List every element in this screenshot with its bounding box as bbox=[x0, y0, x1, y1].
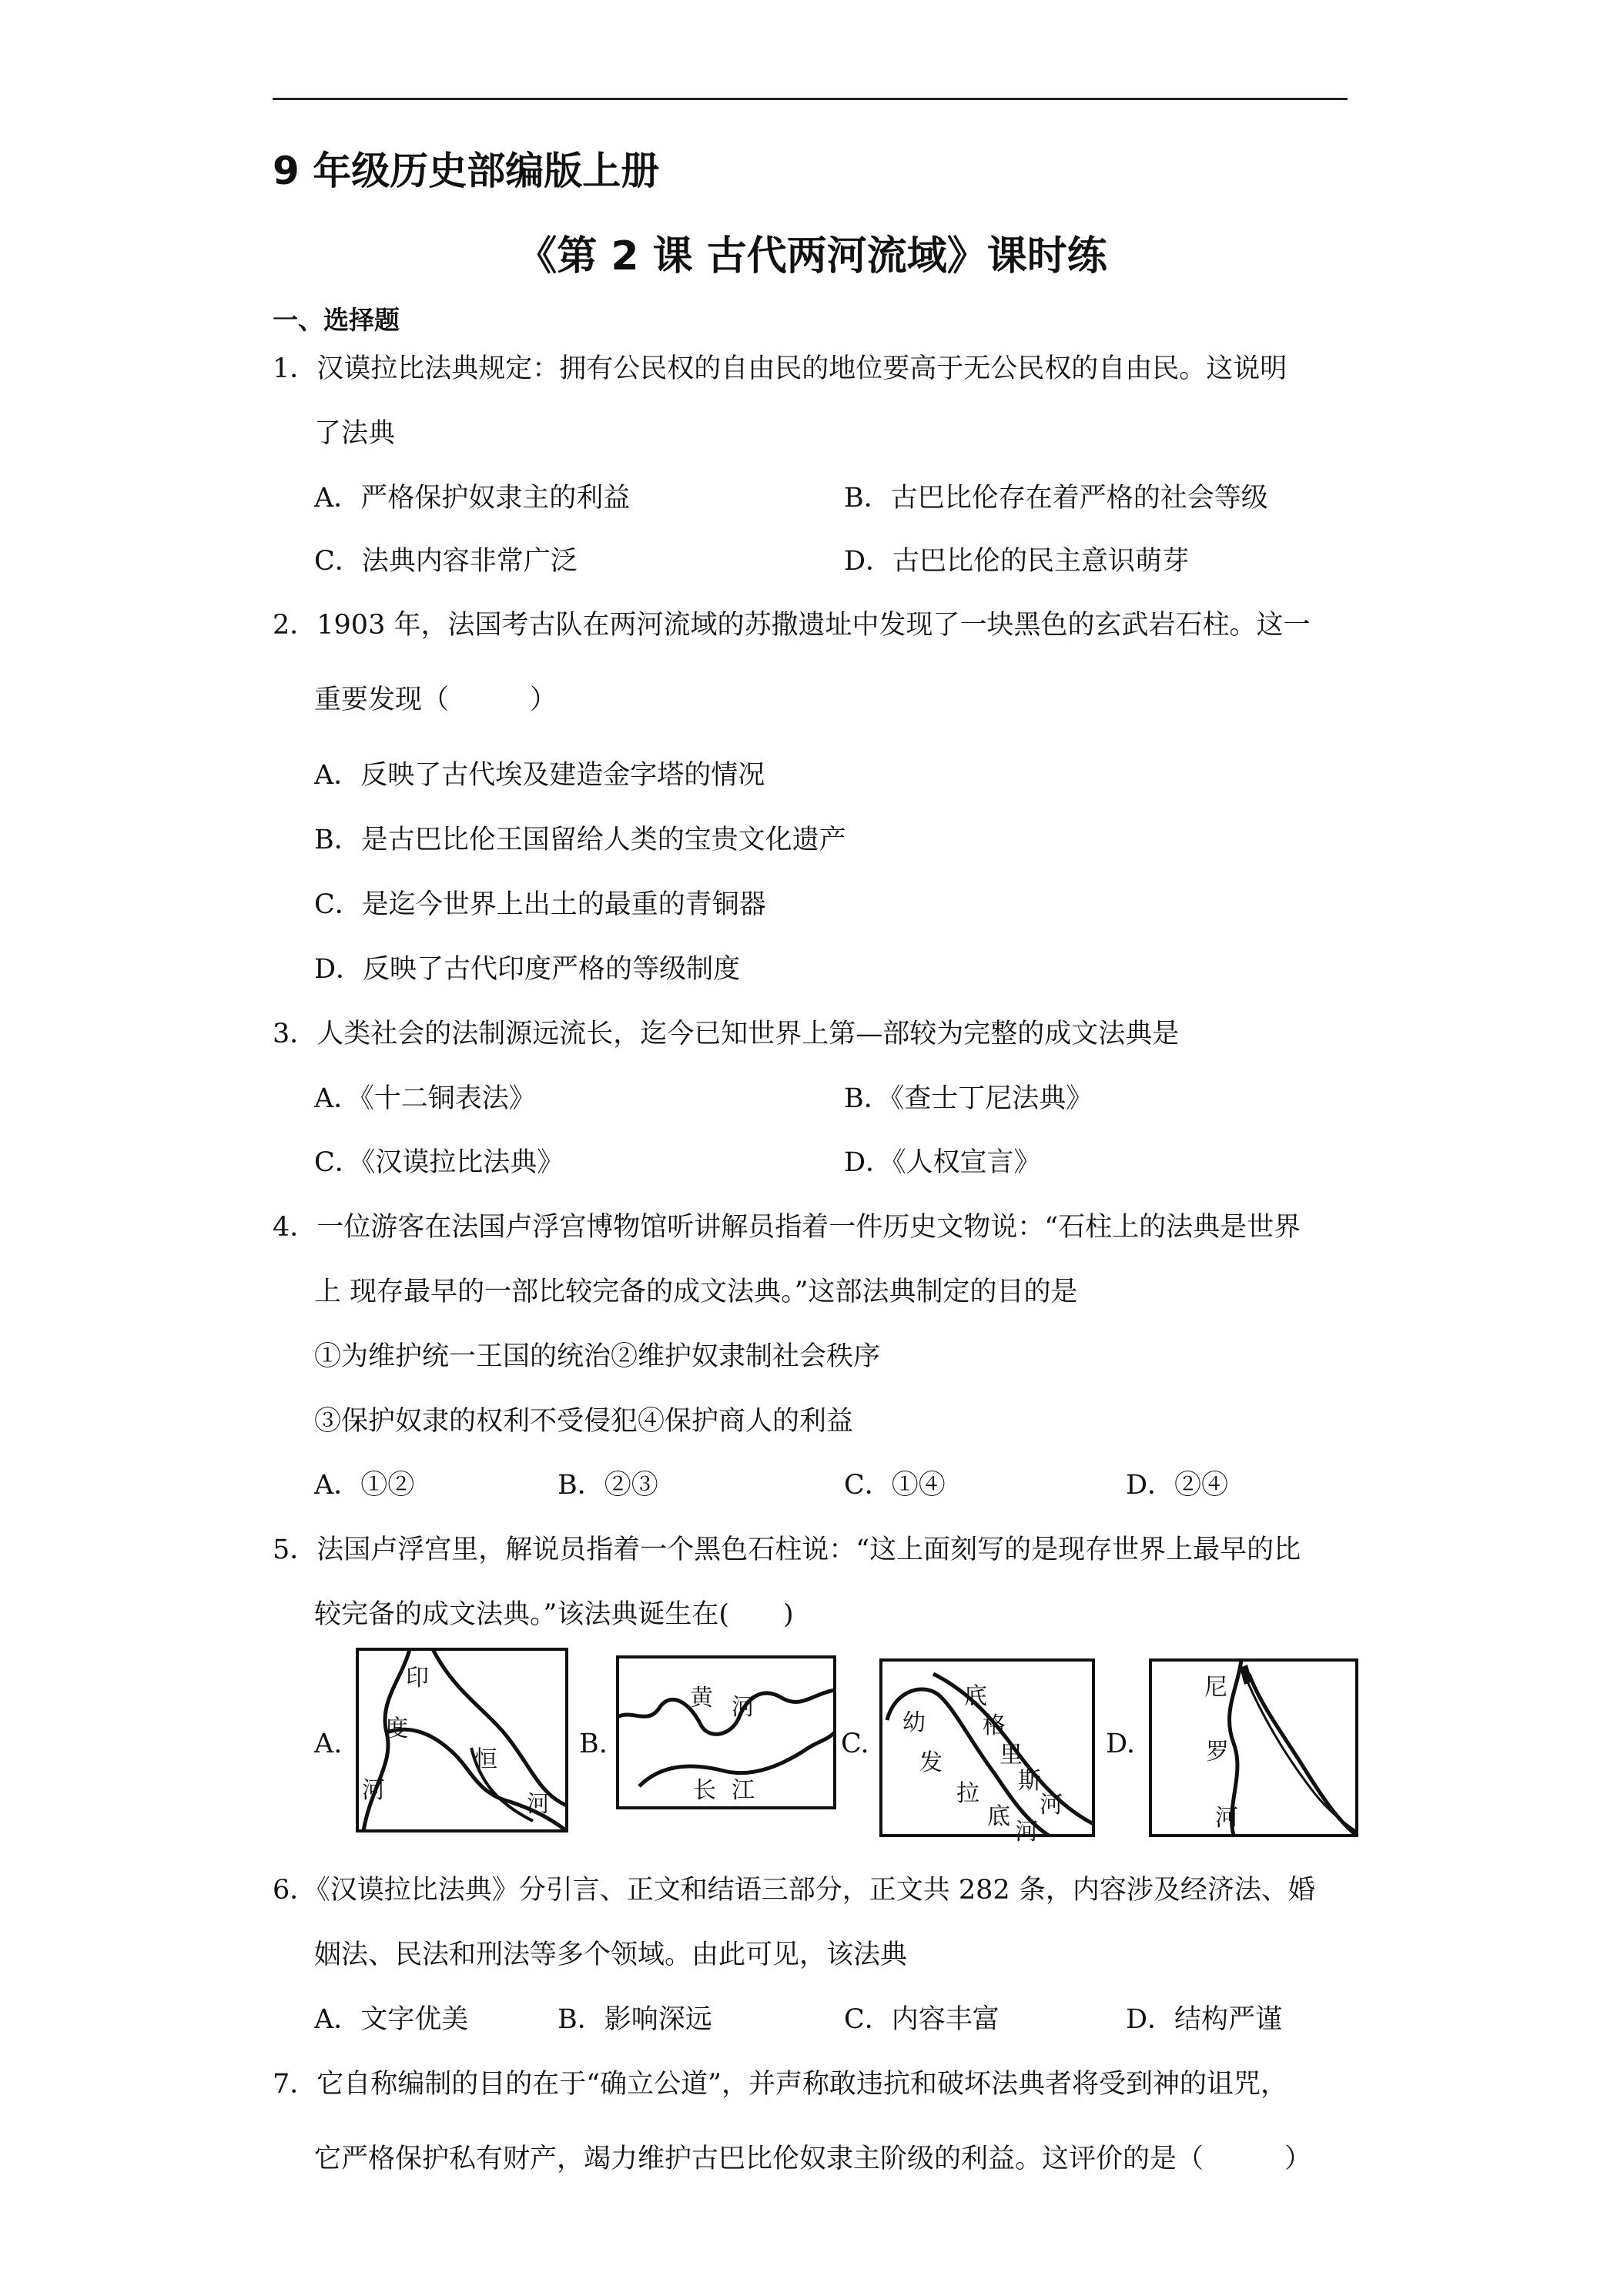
question-6-option-c[interactable]: C．内容丰富 bbox=[844, 2004, 1000, 2035]
question-4-option-b[interactable]: B．②③ bbox=[558, 1470, 658, 1501]
question-6-option-d[interactable]: D．结构严谨 bbox=[1126, 2004, 1283, 2035]
question-5-stem-cont: 较完备的成文法典。”该法典诞生在( ) bbox=[314, 1599, 794, 1630]
question-3-option-d[interactable]: D．《人权宣言》 bbox=[844, 1147, 1041, 1178]
question-5-option-c[interactable]: C. bbox=[841, 1729, 869, 1759]
map-indus-ganges[interactable] bbox=[356, 1648, 568, 1832]
question-4-statement-1: ①为维护统一王国的统治②维护奴隶制社会秩序 bbox=[314, 1341, 881, 1372]
question-4-option-c[interactable]: C．①④ bbox=[844, 1470, 946, 1501]
question-3-stem: 3．人类社会的法制源远流长，迄今已知世界上第—部较为完整的成文法典是 bbox=[273, 1019, 1180, 1049]
map-c-label: 斯 bbox=[1018, 1768, 1041, 1795]
map-c-label: 河 bbox=[1040, 1792, 1063, 1819]
question-2-stem: 2．1903 年，法国考古队在两河流域的苏撒遗址中发现了一块黑色的玄武岩石柱。这一 bbox=[273, 610, 1311, 641]
page-header-title: 9 年级历史部编版上册 bbox=[273, 149, 660, 193]
question-4-statement-2: ③保护奴隶的权利不受侵犯④保护商人的利益 bbox=[314, 1406, 854, 1437]
map-a-label: 印 bbox=[406, 1665, 429, 1692]
map-b-label: 江 bbox=[732, 1777, 755, 1804]
map-b-label: 河 bbox=[732, 1694, 755, 1721]
map-c-label: 格 bbox=[983, 1712, 1006, 1739]
map-c-label: 发 bbox=[919, 1749, 943, 1776]
map-d-label: 罗 bbox=[1206, 1739, 1229, 1766]
map-c-label: 底 bbox=[987, 1803, 1010, 1830]
question-5-option-a[interactable]: A. bbox=[314, 1729, 343, 1759]
map-d-graphic bbox=[1149, 1658, 1358, 1837]
map-c-label: 拉 bbox=[956, 1780, 979, 1807]
question-2-option-a[interactable]: A．反映了古代埃及建造金字塔的情况 bbox=[314, 760, 765, 791]
question-3-option-a[interactable]: A．《十二铜表法》 bbox=[314, 1083, 536, 1114]
map-a-label: 河 bbox=[362, 1777, 385, 1804]
map-d-label: 尼 bbox=[1204, 1674, 1227, 1701]
question-4-option-a[interactable]: A．①② bbox=[314, 1470, 415, 1501]
question-4-stem: 4．一位游客在法国卢浮宫博物馆听讲解员指着一件历史文物说：“石柱上的法典是世界 bbox=[273, 1212, 1301, 1243]
question-1-stem-cont: 了法典 bbox=[314, 418, 396, 449]
question-6-option-a[interactable]: A．文字优美 bbox=[314, 2004, 469, 2035]
map-yellow-yangtze[interactable] bbox=[616, 1655, 836, 1809]
map-b-graphic bbox=[616, 1655, 836, 1809]
map-d-label: 河 bbox=[1215, 1805, 1238, 1832]
question-4-option-d[interactable]: D．②④ bbox=[1126, 1470, 1229, 1501]
question-4-stem-cont: 上 现存最早的一部比较完备的成文法典。”这部法典制定的目的是 bbox=[314, 1277, 1078, 1307]
map-c-label: 河 bbox=[1015, 1819, 1038, 1846]
question-6-stem: 6．《汉谟拉比法典》分引言、正文和结语三部分，正文共 282 条，内容涉及经济法、婚 bbox=[273, 1875, 1315, 1906]
question-2-option-b[interactable]: B．是古巴比伦王国留给人类的宝贵文化遗产 bbox=[314, 825, 846, 855]
map-tigris-euphrates[interactable] bbox=[879, 1658, 1095, 1846]
question-6-option-b[interactable]: B．影响深远 bbox=[558, 2004, 712, 2035]
question-2-stem-cont: 重要发现（ ） bbox=[314, 684, 558, 715]
question-1-option-a[interactable]: A．严格保护奴隶主的利益 bbox=[314, 483, 631, 514]
map-b-label: 黄 bbox=[690, 1685, 713, 1712]
map-a-label: 恒 bbox=[474, 1746, 497, 1773]
question-2-option-d[interactable]: D．反映了古代印度严格的等级制度 bbox=[314, 954, 741, 985]
header-rule bbox=[273, 98, 1348, 100]
question-1-option-b[interactable]: B．古巴比伦存在着严格的社会等级 bbox=[844, 483, 1268, 514]
question-6-stem-cont: 姻法、民法和刑法等多个领域。由此可见，该法典 bbox=[314, 1940, 908, 1970]
question-1-option-c[interactable]: C．法典内容非常广泛 bbox=[314, 546, 578, 577]
question-1-option-d[interactable]: D．古巴比伦的民主意识萌芽 bbox=[844, 546, 1190, 577]
map-a-label: 河 bbox=[527, 1791, 550, 1818]
map-nile[interactable] bbox=[1149, 1658, 1358, 1837]
question-5-stem: 5．法国卢浮宫里，解说员指着一个黑色石柱说：“这上面刻写的是现存世界上最早的比 bbox=[273, 1535, 1301, 1565]
section-heading: 一、选择题 bbox=[273, 305, 400, 335]
question-5-option-d[interactable]: D. bbox=[1106, 1729, 1135, 1759]
question-7-stem: 7．它自称编制的目的在于“确立公道”，并声称敢违抗和破坏法典者将受到神的诅咒， bbox=[273, 2069, 1288, 2100]
map-c-label: 幼 bbox=[902, 1709, 926, 1736]
question-7-stem-cont: 它严格保护私有财产，竭力维护古巴比伦奴隶主阶级的利益。这评价的是（ ） bbox=[314, 2144, 1312, 2174]
map-b-label: 长 bbox=[693, 1777, 716, 1804]
map-c-label: 底 bbox=[964, 1683, 987, 1710]
map-c-label: 里 bbox=[1000, 1742, 1023, 1769]
question-3-option-b[interactable]: B．《查士丁尼法典》 bbox=[844, 1083, 1093, 1114]
question-1-stem: 1．汉谟拉比法典规定：拥有公民权的自由民的地位要高于无公民权的自由民。这说明 bbox=[273, 353, 1287, 384]
page-title: 《第 2 课 古代两河流域》课时练 bbox=[517, 233, 1107, 279]
question-3-option-c[interactable]: C．《汉谟拉比法典》 bbox=[314, 1147, 564, 1178]
question-2-option-c[interactable]: C．是迄今世界上出土的最重的青铜器 bbox=[314, 889, 766, 920]
question-5-option-b[interactable]: B. bbox=[579, 1729, 608, 1759]
map-a-label: 度 bbox=[385, 1715, 408, 1742]
